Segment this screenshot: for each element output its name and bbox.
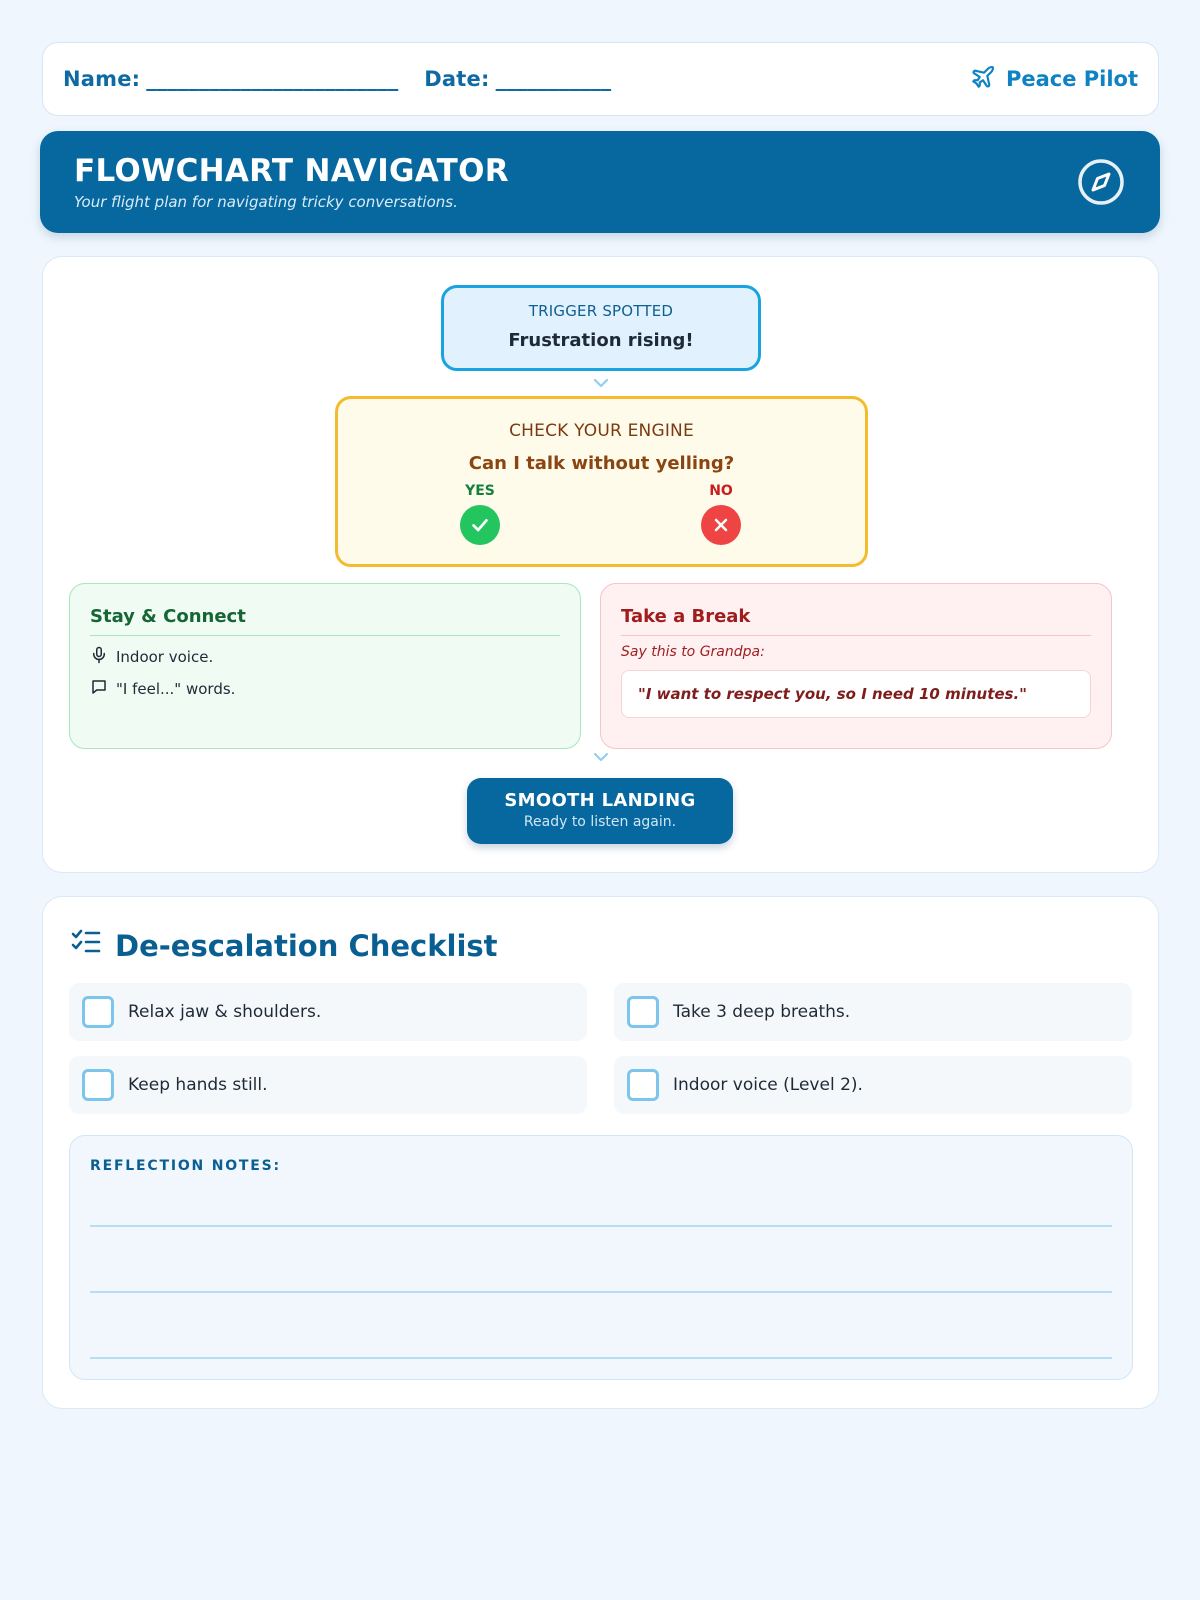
checklist-item[interactable] <box>614 983 1132 1041</box>
checklist-item[interactable] <box>614 1056 1132 1114</box>
notes-label: REFLECTION NOTES: <box>90 1158 281 1174</box>
yes-choice <box>450 483 510 545</box>
say-label: Say this to Grandpa: <box>621 644 765 660</box>
checklist-item[interactable] <box>69 983 587 1041</box>
tip-text: "I feel..." words. <box>116 680 236 698</box>
trigger-node <box>441 285 761 371</box>
microphone-icon <box>90 646 108 668</box>
brand-name: Peace Pilot <box>1005 67 1138 91</box>
no-label: NO <box>709 483 733 499</box>
stay-title: Stay & Connect <box>90 606 560 636</box>
list-checks-icon <box>71 927 101 964</box>
tip-text: Indoor voice. <box>116 648 214 666</box>
checklist-heading <box>71 927 498 964</box>
checkbox[interactable] <box>82 996 114 1028</box>
name-label: Name: <box>63 67 141 91</box>
name-field[interactable]: ________________________ <box>146 67 399 91</box>
take-break-branch <box>600 583 1112 749</box>
compass-icon <box>1076 157 1126 207</box>
landing-title: SMOOTH LANDING <box>504 790 696 811</box>
chevron-down-icon <box>592 377 610 389</box>
checklist-item-label: Take 3 deep breaths. <box>673 1002 851 1022</box>
chevron-down-icon <box>592 751 610 763</box>
tip-item <box>90 678 560 700</box>
no-choice <box>691 483 751 545</box>
trigger-kicker: TRIGGER SPOTTED <box>528 302 674 320</box>
date-label: Date: <box>424 67 490 91</box>
check-icon <box>460 505 500 545</box>
tip-item <box>90 646 560 668</box>
check-kicker: CHECK YOUR ENGINE <box>509 421 694 441</box>
note-line <box>90 1357 1112 1359</box>
worksheet-header <box>42 42 1159 116</box>
checklist-card <box>42 896 1159 1409</box>
note-line <box>90 1291 1112 1293</box>
date-field[interactable]: ___________ <box>495 67 612 91</box>
checklist-item[interactable] <box>69 1056 587 1114</box>
yes-label: YES <box>465 483 495 499</box>
airplane-icon <box>970 64 996 95</box>
speech-bubble-icon <box>90 678 108 700</box>
break-title: Take a Break <box>621 606 1091 636</box>
note-line <box>90 1225 1112 1227</box>
break-quote: "I want to respect you, so I need 10 minutes." <box>621 670 1091 718</box>
reflection-notes[interactable] <box>69 1135 1133 1380</box>
brand <box>970 64 1138 95</box>
checklist-title: De-escalation Checklist <box>115 928 498 963</box>
checkbox[interactable] <box>627 996 659 1028</box>
flowchart-card <box>42 256 1159 873</box>
smooth-landing-node <box>467 778 733 844</box>
stay-connect-branch <box>69 583 581 749</box>
checkbox[interactable] <box>627 1069 659 1101</box>
checklist-item-label: Relax jaw & shoulders. <box>128 1002 322 1022</box>
check-question: Can I talk without yelling? <box>468 453 735 474</box>
landing-subtitle: Ready to listen again. <box>523 814 677 830</box>
checklist-item-label: Indoor voice (Level 2). <box>673 1075 863 1095</box>
checkbox[interactable] <box>82 1069 114 1101</box>
trigger-text: Frustration rising! <box>508 330 694 351</box>
x-icon <box>701 505 741 545</box>
title-banner <box>40 131 1160 233</box>
check-engine-node <box>335 396 868 567</box>
page-subtitle: Your flight plan for navigating tricky conversations. <box>74 193 458 211</box>
page-title: FLOWCHART NAVIGATOR <box>74 153 509 189</box>
checklist-item-label: Keep hands still. <box>128 1075 268 1095</box>
